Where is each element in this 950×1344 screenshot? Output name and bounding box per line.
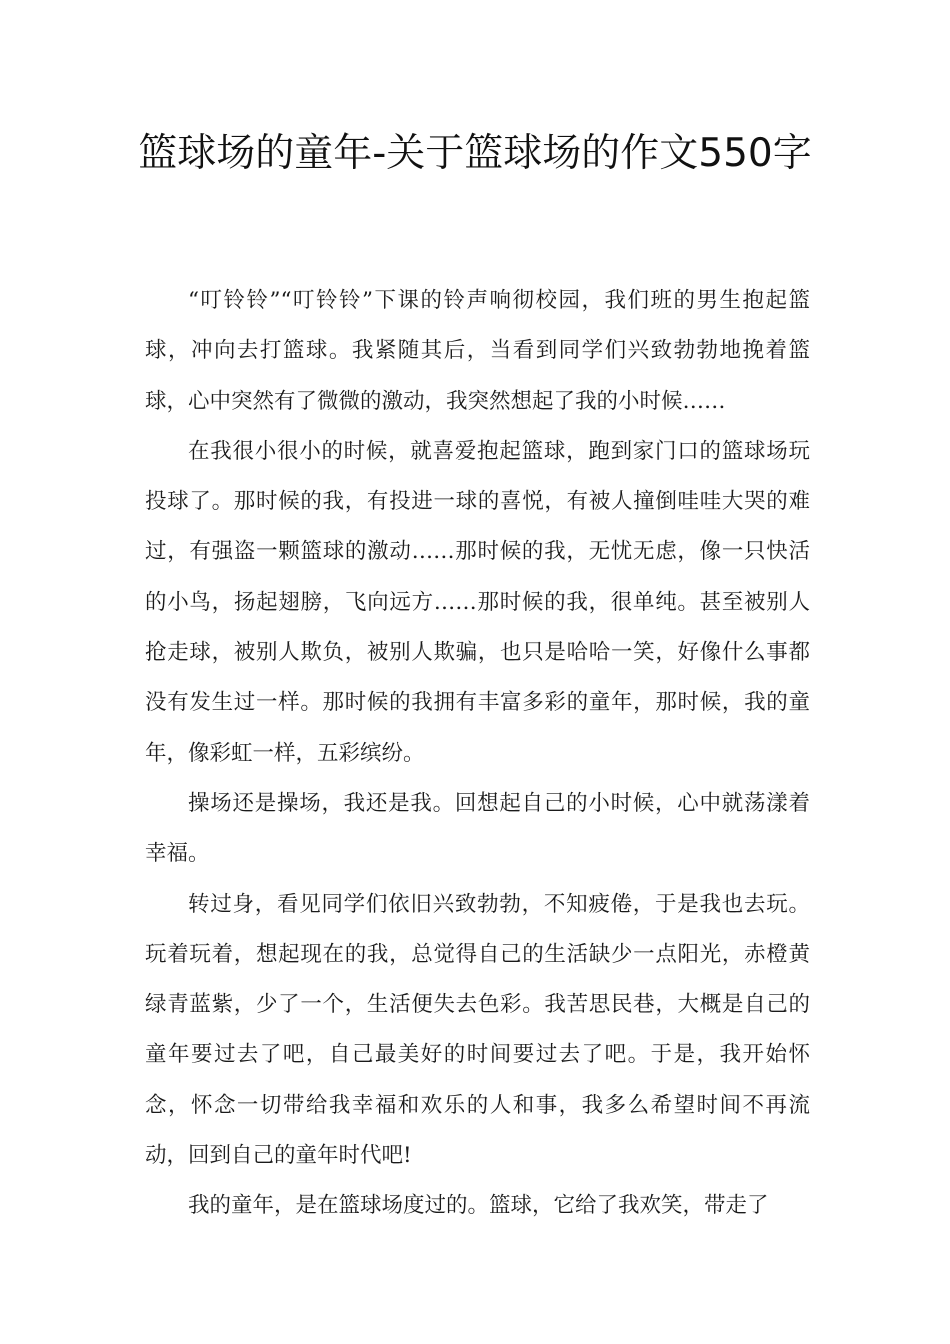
document-body [145,276,810,1232]
document-title: 篮球场的童年-关于篮球场的作文550字 [138,131,812,176]
paragraph: 操场还是操场，我还是我。回想起自己的小时候，心中就荡漾着幸福。 [145,790,810,867]
paragraph: 我的童年，是在篮球场度过的。篮球，它给了我欢笑，带走了 [188,1193,769,1219]
paragraph: 转过身，看见同学们依旧兴致勃勃，不知疲倦，于是我也去玩。玩着玩着，想起现在的我，总觉得自己的生活缺少一点阳光，赤橙黄绿青蓝紫，少了一个，生活便失去色彩。我苦思民巷，大概是自己的童年要过去了吧，自己最美好的时间要过去了吧。于是，我开始怀念，怀念一切带给我幸福和欢乐的人和事，我多么希望时间不再流动，回到自己的童年时代吧! [145,891,810,1169]
paragraph: “叮铃铃”“叮铃铃”下课的铃声响彻校园，我们班的男生抱起篮球，冲向去打篮球。我紧随其后，当看到同学们兴致勃勃地挽着篮球，心中突然有了微微的激动，我突然想起了我的小时候…… [145,288,810,414]
paragraph: 在我很小很小的时候，就喜爱抱起篮球，跑到家门口的篮球场玩投球了。那时候的我，有投进一球的喜悦，有被人撞倒哇哇大哭的难过，有强盗一颗篮球的激动……那时候的我，无忧无虑，像一只快活的小鸟，扬起翅膀，飞向远方……那时候的我，很单纯。甚至被别人抢走球，被别人欺负，被别人欺骗，也只是哈哈一笑，好像什么事都没有发生过一样。那时候的我拥有丰富多彩的童年，那时候，我的童年，像彩虹一样，五彩缤纷。 [145,438,810,766]
